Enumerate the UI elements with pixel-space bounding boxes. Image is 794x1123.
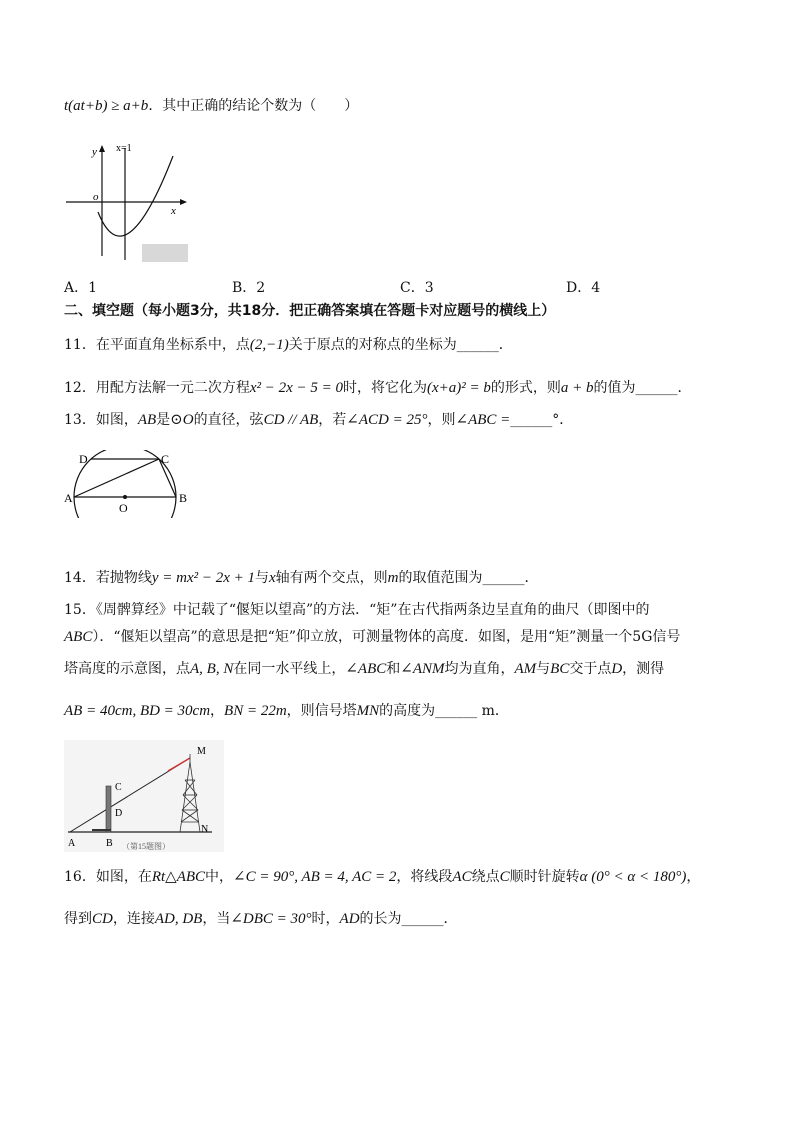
- q15-l3-am: AM: [514, 661, 537, 677]
- q16-l2-c: ，当: [202, 911, 231, 927]
- blurred-region: [142, 244, 188, 262]
- q13-circle-figure: [62, 450, 192, 518]
- graph-label-x: x: [171, 205, 176, 217]
- q14-m: m: [387, 570, 399, 586]
- q16-ad-db: AD, DB: [154, 911, 203, 927]
- q13-text-a: 13．如图，: [64, 412, 138, 428]
- q16-angle-dbc: ∠DBC = 30°: [230, 911, 312, 927]
- q15-abc: ABC: [64, 629, 93, 645]
- q15-l3-angle-anm: ∠ANM: [400, 661, 445, 677]
- q15-l3-a: 塔高度的示意图，点: [64, 661, 190, 677]
- label-a: A: [68, 838, 76, 849]
- label-d: D: [79, 452, 88, 466]
- q15-l3-c: 和: [386, 661, 401, 677]
- label-c: C: [161, 452, 170, 466]
- q16-l2-d: 时，: [311, 911, 340, 927]
- q16-f: ，: [686, 869, 701, 885]
- q15-l3-points: A, B, N: [190, 661, 234, 677]
- q11-point: (2,−1): [249, 337, 289, 353]
- q15-l3-b: 在同一水平线上，: [233, 661, 346, 677]
- label-a: A: [64, 491, 73, 505]
- q15-l3-bc: BC: [550, 661, 570, 677]
- q12-text-c: 的形式，则: [490, 380, 561, 396]
- q10-expression: t(at+b) ≥ a+b: [64, 98, 149, 114]
- q15-l4-mn: MN: [356, 703, 380, 719]
- q16-c: ，将线段: [396, 869, 453, 885]
- y-axis-arrow-icon: [99, 145, 105, 152]
- q16-conditions: ∠C = 90°, AB = 4, AC = 2: [233, 869, 397, 885]
- figure-caption: （第15题图）: [122, 842, 170, 851]
- q16-ad: AD: [339, 911, 360, 927]
- q15-l3-d-point: D: [611, 661, 623, 677]
- q15-l4-a: ，: [210, 703, 225, 719]
- center-dot: [123, 495, 127, 499]
- q12: [64, 378, 692, 398]
- parabola-curve: [98, 156, 173, 236]
- q10-option-b: B．2: [232, 280, 266, 296]
- q16-l2-e: 的长为______．: [359, 911, 458, 927]
- q12-text-d: 的值为______．: [593, 380, 692, 396]
- q13-text-c: 的直径，弦: [193, 412, 264, 428]
- q14-text-b: 与: [255, 570, 269, 586]
- q15-line-2-text: ）．“偃矩以望高”的意思是把“矩”仰立放，可测量物体的高度．如图，是用“矩”测量一个5G信号: [92, 629, 681, 645]
- q14: [64, 568, 539, 588]
- q13-angle-acd: ∠ACD = 25°: [346, 412, 428, 428]
- q15-l3-angle-abc: ∠ABC: [345, 661, 387, 677]
- q13-parallel: CD // AB: [263, 412, 319, 428]
- label-d: D: [115, 808, 123, 819]
- q15-line-1: 15．《周髀算经》中记载了“偃矩以望高”的方法．“矩”在古代指两条边呈直角的曲尺（即图中的: [64, 602, 650, 618]
- q13-text-d: ，若: [318, 412, 347, 428]
- q16-d: 绕点: [471, 869, 500, 885]
- q13-text-e: ，则: [427, 412, 456, 428]
- q10-parabola-graph: [64, 140, 194, 265]
- q14-text-a: 14．若抛物线: [64, 570, 152, 586]
- graph-label-x-equals-1: x=1: [116, 143, 132, 154]
- label-c: C: [115, 782, 122, 793]
- q15-line-2: [64, 627, 680, 647]
- q11: [64, 335, 513, 355]
- q16-b: 中，: [205, 869, 234, 885]
- q14-text-d: 的取值范围为______．: [398, 570, 539, 586]
- q12-text-b: 时，将它化为: [343, 380, 428, 396]
- label-b: B: [106, 838, 113, 849]
- graph-label-y: y: [92, 146, 97, 158]
- q15-l3-g: ，测得: [622, 661, 665, 677]
- q15-l4-c: 的高度为______ m．: [379, 703, 509, 719]
- q15-line-3: [64, 659, 664, 679]
- q15-l3-e: 与: [536, 661, 551, 677]
- q13-circle-o: ⊙O: [170, 412, 194, 428]
- q16-e: 顺时针旋转: [509, 869, 580, 885]
- q15-l4-measure: AB = 40cm, BD = 30cm: [64, 703, 211, 719]
- q13-ab: AB: [137, 412, 157, 428]
- q11-text-b: 关于原点的对称点的坐标为______．: [288, 337, 513, 353]
- q15-line-4: [64, 701, 509, 721]
- q15-l3-f: 交于点: [569, 661, 612, 677]
- q10-option-a: A．1: [64, 280, 98, 296]
- q10-stem-text: ．其中正确的结论个数为（ ）: [148, 98, 359, 114]
- q12-text-a: 12．用配方法解一元二次方程: [64, 380, 250, 396]
- q16-triangle: Rt△ABC: [151, 869, 206, 885]
- q15-l4-b: ，则信号塔: [286, 703, 357, 719]
- q16-line-1: [64, 867, 700, 887]
- q16-l2-a: 得到: [64, 911, 92, 927]
- q12-form: (x+a)² = b: [427, 380, 491, 396]
- label-m: M: [197, 746, 206, 757]
- q10-option-c: C．3: [400, 280, 434, 296]
- q13: [64, 410, 573, 430]
- q16-alpha: α (0° < α < 180°): [579, 869, 687, 885]
- q15-l3-d: 均为直角，: [444, 661, 515, 677]
- graph-label-origin: o: [93, 191, 99, 203]
- q16-ac: AC: [452, 869, 472, 885]
- q15-l4-bn: BN = 22m: [224, 703, 287, 719]
- label-o: O: [119, 501, 128, 515]
- q12-sum: a + b: [560, 380, 594, 396]
- q14-x: x: [269, 570, 276, 586]
- q14-parabola: y = mx² − 2x + 1: [151, 570, 255, 586]
- q13-angle-abc: ∠ABC =: [455, 412, 511, 428]
- q13-text-b: 是: [156, 412, 171, 428]
- label-b: B: [179, 491, 188, 505]
- ruler-bc: [106, 786, 111, 832]
- q15-tower-figure: [64, 740, 224, 852]
- q10-stem: [64, 96, 358, 116]
- q14-text-c: 轴有两个交点，则: [275, 570, 388, 586]
- q13-text-f: ______°．: [510, 412, 574, 428]
- section-2-heading: 二、填空题（每小题3分，共18分．把正确答案填在答题卡对应题号的横线上）: [64, 303, 556, 319]
- q16-l2-b: ，连接: [112, 911, 155, 927]
- q16-point-c: C: [499, 869, 510, 885]
- q10-option-d: D．4: [566, 280, 601, 296]
- x-axis-arrow-icon: [180, 199, 187, 205]
- q12-equation: x² − 2x − 5 = 0: [249, 380, 344, 396]
- q16-line-2: [64, 909, 458, 929]
- q11-text-a: 11．在平面直角坐标系中，点: [64, 337, 250, 353]
- label-n: N: [201, 824, 209, 835]
- q16-cd: CD: [92, 911, 113, 927]
- q16-a: 16．如图，在: [64, 869, 152, 885]
